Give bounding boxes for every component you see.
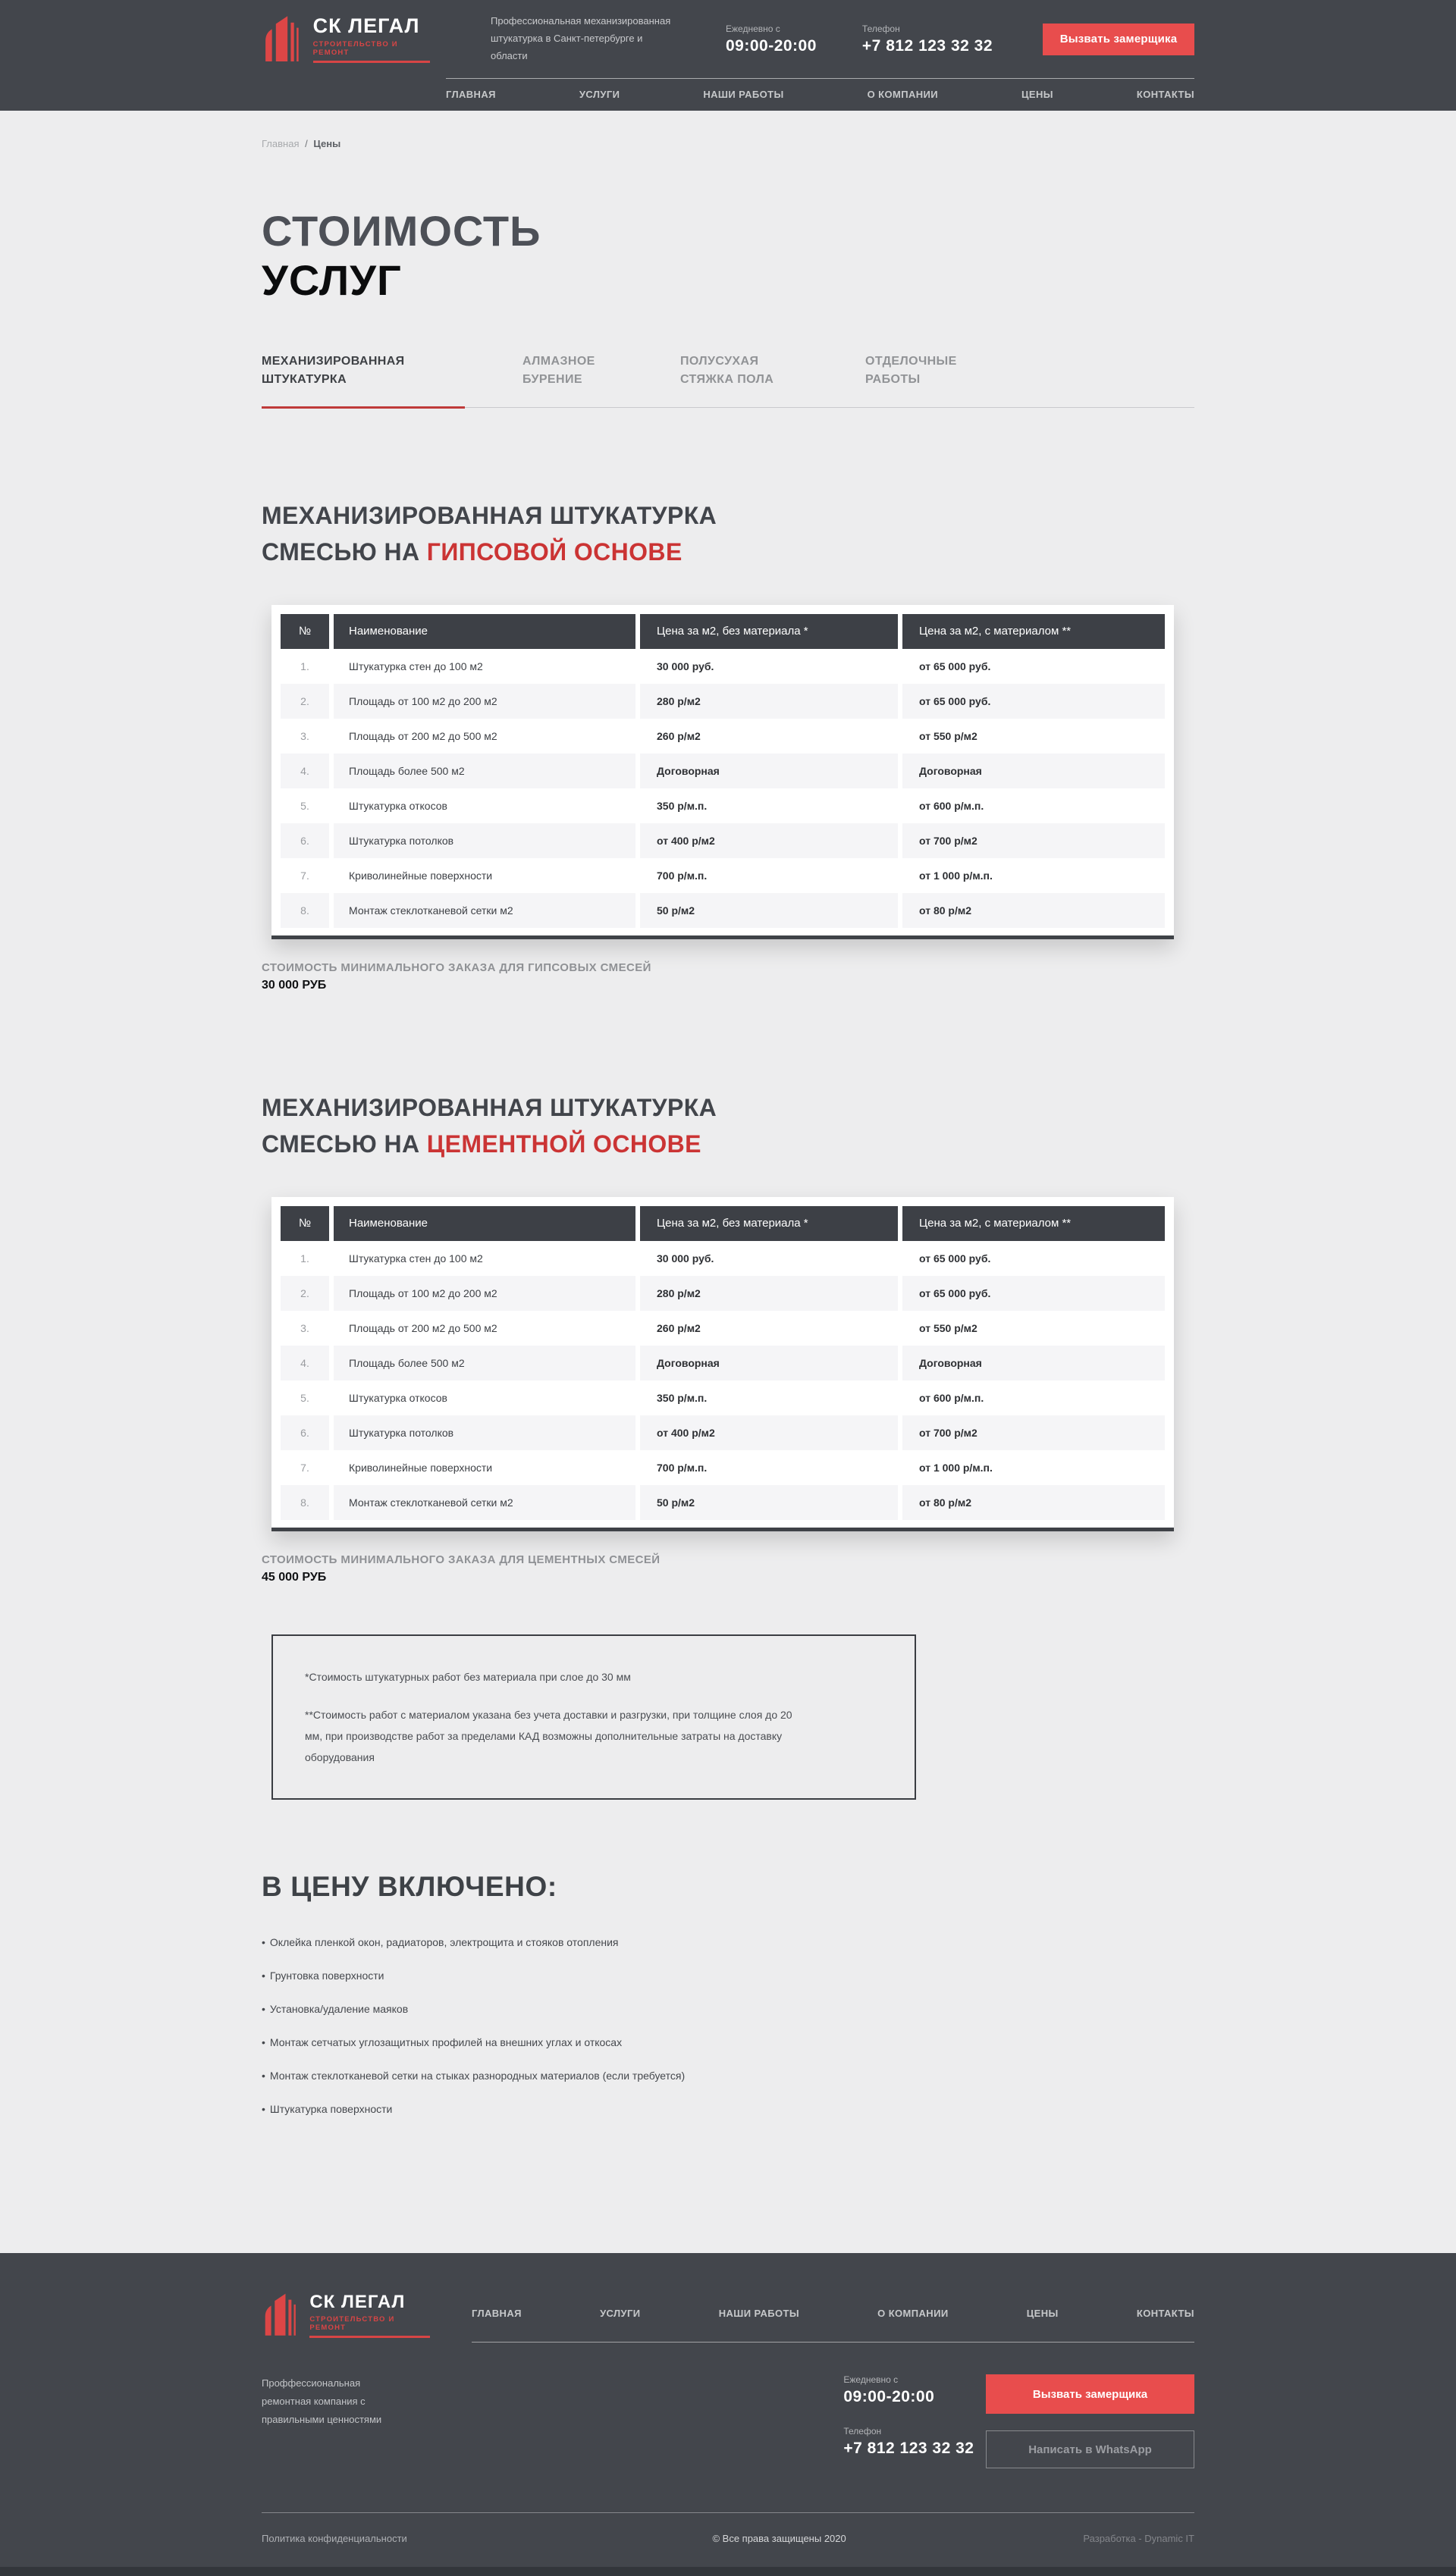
included-list xyxy=(262,1936,1194,2115)
col-number: № xyxy=(281,1206,329,1241)
logo-name: СК ЛЕГАЛ xyxy=(309,2291,406,2312)
col-price-with-material: Цена за м2, с материалом ** xyxy=(902,614,1165,649)
footer-buttons xyxy=(986,2374,1194,2468)
breadcrumb-current: Цены xyxy=(313,138,341,149)
footer-nav-item-prices[interactable]: ЦЕНЫ xyxy=(1026,2308,1059,2319)
footer-nav-item-contacts[interactable]: КОНТАКТЫ xyxy=(1136,2308,1194,2319)
logo[interactable] xyxy=(262,12,430,67)
table-row: 5. Штукатурка откосов 350 р/м.п. от 600 р/м.п. xyxy=(281,788,1165,823)
list-item: • Штукатурка поверхности xyxy=(262,2103,393,2115)
phone-label: Телефон xyxy=(843,2426,882,2437)
logo-tagline: СТРОИТЕЛЬСТВО И РЕМОНТ xyxy=(309,2315,430,2338)
table-row: 5. Штукатурка откосов 350 р/м.п. от 600 р/м.п. xyxy=(281,1380,1165,1415)
table-header-row xyxy=(281,1206,1165,1241)
min-order-gypsum: СТОИМОСТЬ МИНИМАЛЬНОГО ЗАКАЗА ДЛЯ ГИПСОВЫХ СМЕСЕЙ 30 000 РУБ xyxy=(262,961,651,992)
footer-nav-item-home[interactable]: ГЛАВНАЯ xyxy=(472,2308,522,2319)
col-name: Наименование xyxy=(334,614,635,649)
table-row: 1. Штукатурка стен до 100 м2 30 000 руб. от 65 000 руб. xyxy=(281,649,1165,684)
schedule-label: Ежедневно с xyxy=(843,2374,899,2385)
privacy-policy-link[interactable]: Политика конфиденциальности xyxy=(262,2533,407,2544)
breadcrumb-home-link[interactable]: Главная xyxy=(262,138,300,149)
table-row: 7. Криволинейные поверхности 700 р/м.п. от 1 000 р/м.п. xyxy=(281,1450,1165,1485)
footer-logo[interactable] xyxy=(262,2291,430,2339)
table-row: 3. Площадь от 200 м2 до 500 м2 260 р/м2 от 550 р/м2 xyxy=(281,719,1165,754)
table-row: 4. Площадь более 500 м2 Договорная Договорная xyxy=(281,754,1165,788)
table-header-row xyxy=(281,614,1165,649)
col-name: Наименование xyxy=(334,1206,635,1241)
note-with-material: **Стоимость работ с материалом указана без учета доставки и разгрузки, при толщине слоя до 20 мм, при производстве работ за пределами КАД возможны дополнительные затраты на доставку оборудования xyxy=(305,1709,792,1763)
table-row: 3. Площадь от 200 м2 до 500 м2 260 р/м2 от 550 р/м2 xyxy=(281,1311,1165,1346)
breadcrumb xyxy=(262,111,1194,149)
tab-semidry-screed[interactable]: ПОЛУСУХАЯ СТЯЖКА ПОЛА xyxy=(680,354,774,386)
table-row: 6. Штукатурка потолков от 400 р/м2 от 700 р/м2 xyxy=(281,823,1165,858)
developer-link[interactable]: Разработка - Dynamic IT xyxy=(1083,2533,1194,2544)
tab-finishing-works[interactable]: ОТДЕЛОЧНЫЕ РАБОТЫ xyxy=(865,354,957,386)
table-row: 8. Монтаж стеклотканевой сетки м2 50 р/м2 от 80 р/м2 xyxy=(281,893,1165,928)
schedule-value: 09:00-20:00 xyxy=(726,36,817,55)
footer-phone xyxy=(843,2426,978,2458)
list-item: • Монтаж стеклотканевой сетки на стыках разнородных материалов (если требуется) xyxy=(262,2070,686,2082)
heading-highlight: ЦЕМЕНТНОЙ ОСНОВЕ xyxy=(426,1130,701,1158)
section-heading-cement: МЕХАНИЗИРОВАННАЯ ШТУКАТУРКА СМЕСЬЮ НА ЦЕМЕНТНОЙ ОСНОВЕ xyxy=(262,1093,717,1158)
whatsapp-button[interactable]: Написать в WhatsApp xyxy=(986,2430,1194,2468)
table-body xyxy=(281,649,1165,928)
nav-item-about[interactable]: О КОМПАНИИ xyxy=(867,89,939,100)
logo-text xyxy=(313,15,430,64)
table-row: 1. Штукатурка стен до 100 м2 30 000 руб. от 65 000 руб. xyxy=(281,1241,1165,1276)
logo-text xyxy=(309,2292,430,2338)
call-surveyor-button[interactable]: Вызвать замерщика xyxy=(986,2374,1194,2414)
min-order-cement: СТОИМОСТЬ МИНИМАЛЬНОГО ЗАКАЗА ДЛЯ ЦЕМЕНТНЫХ СМЕСЕЙ 45 000 РУБ xyxy=(262,1553,661,1584)
table-row: 2. Площадь от 100 м2 до 200 м2 280 р/м2 от 65 000 руб. xyxy=(281,684,1165,719)
price-tabs xyxy=(262,353,1194,408)
list-item: • Грунтовка поверхности xyxy=(262,1970,384,1982)
logo-name: СК ЛЕГАЛ xyxy=(312,14,420,37)
tab-diamond-drilling[interactable]: АЛМАЗНОЕ БУРЕНИЕ xyxy=(522,354,595,386)
price-notes-box xyxy=(271,1634,916,1800)
list-item: • Установка/удаление маяков xyxy=(262,2003,409,2015)
footer-bottom xyxy=(262,2512,1194,2567)
header-description: Профессиональная механизированная штукатурка в Санкт-петербурге и области xyxy=(491,15,671,61)
table-row: 8. Монтаж стеклотканевой сетки м2 50 р/м2 от 80 р/м2 xyxy=(281,1485,1165,1520)
call-surveyor-button[interactable]: Вызвать замерщика xyxy=(1043,24,1194,55)
footer-nav-item-services[interactable]: УСЛУГИ xyxy=(600,2308,641,2319)
col-price-no-material: Цена за м2, без материала * xyxy=(640,1206,898,1241)
table-row: 6. Штукатурка потолков от 400 р/м2 от 700 р/м2 xyxy=(281,1415,1165,1450)
nav-item-prices[interactable]: ЦЕНЫ xyxy=(1021,89,1053,100)
header-schedule xyxy=(726,24,817,55)
list-item: • Монтаж сетчатых углозащитных профилей на внешних углах и откосах xyxy=(262,2036,623,2048)
logo-building-icon xyxy=(262,12,303,67)
footer-nav xyxy=(472,2291,1194,2343)
table-row: 2. Площадь от 100 м2 до 200 м2 280 р/м2 от 65 000 руб. xyxy=(281,1276,1165,1311)
schedule-value: 09:00-20:00 xyxy=(843,2388,935,2405)
footer-schedule xyxy=(843,2374,978,2406)
main-content xyxy=(262,111,1194,2115)
table-body xyxy=(281,1241,1165,1520)
tab-mechanized-plaster[interactable]: МЕХАНИЗИРОВАННАЯ ШТУКАТУРКА xyxy=(262,353,465,407)
nav-item-works[interactable]: НАШИ РАБОТЫ xyxy=(703,89,784,100)
header-phone xyxy=(862,24,993,55)
copyright-text: © Все права защищены 2020 xyxy=(712,2533,846,2544)
col-price-with-material: Цена за м2, с материалом ** xyxy=(902,1206,1165,1241)
phone-label: Телефон xyxy=(861,23,900,34)
price-table-gypsum xyxy=(271,605,1174,939)
breadcrumb-separator: / xyxy=(305,138,308,149)
footer-nav-item-works[interactable]: НАШИ РАБОТЫ xyxy=(718,2308,799,2319)
note-no-material: *Стоимость штукатурных работ без материала при слое до 30 мм xyxy=(305,1671,631,1683)
page-title: СТОИМОСТЬ УСЛУГ xyxy=(262,207,541,304)
table-row: 4. Площадь более 500 м2 Договорная Договорная xyxy=(281,1346,1165,1380)
table-row: 7. Криволинейные поверхности 700 р/м.п. от 1 000 р/м.п. xyxy=(281,858,1165,893)
schedule-label: Ежедневно с xyxy=(726,23,780,34)
nav-item-contacts[interactable]: КОНТАКТЫ xyxy=(1136,89,1194,100)
phone-number[interactable]: +7 812 123 32 32 xyxy=(861,36,993,55)
main-nav xyxy=(446,78,1194,111)
header-top xyxy=(262,0,1194,78)
list-item: • Оклейка пленкой окон, радиаторов, электрощита и стояков отопления xyxy=(262,1936,619,1948)
site-footer xyxy=(0,2253,1456,2576)
footer-nav-item-about[interactable]: О КОМПАНИИ xyxy=(877,2308,949,2319)
phone-number[interactable]: +7 812 123 32 32 xyxy=(843,2440,974,2457)
site-header xyxy=(0,0,1456,111)
logo-building-icon xyxy=(262,2291,300,2339)
logo-tagline: СТРОИТЕЛЬСТВО И РЕМОНТ xyxy=(313,40,430,63)
col-number: № xyxy=(281,614,329,649)
included-title: В ЦЕНУ ВКЛЮЧЕНО: xyxy=(262,1871,557,1902)
footer-bottom-strip xyxy=(0,2567,1456,2576)
heading-highlight: ГИПСОВОЙ ОСНОВЕ xyxy=(426,537,682,566)
section-heading-gypsum: МЕХАНИЗИРОВАННАЯ ШТУКАТУРКА СМЕСЬЮ НА ГИПСОВОЙ ОСНОВЕ xyxy=(262,501,717,566)
price-table-cement xyxy=(271,1197,1174,1531)
nav-item-services[interactable]: УСЛУГИ xyxy=(579,89,620,100)
footer-description: Проффессиональная ремонтная компания с правильными ценностями xyxy=(262,2377,382,2426)
col-price-no-material: Цена за м2, без материала * xyxy=(640,614,898,649)
nav-item-home[interactable]: ГЛАВНАЯ xyxy=(446,89,496,100)
